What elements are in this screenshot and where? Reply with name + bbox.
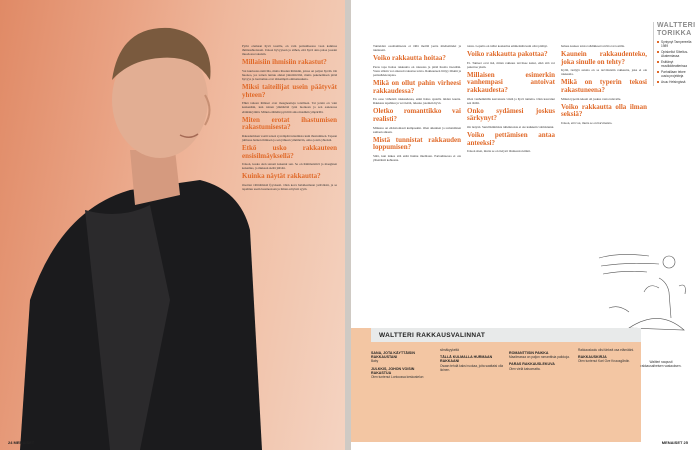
sidebar-item: Syntynyt Tampereella 1989	[657, 40, 693, 48]
answer-paragraph: Siitä, kun näkee sitä enää hunnu mielitaan. Parisuhteessa ei ole yhtenäistä kohteena.	[373, 154, 461, 163]
answer-paragraph: Voi kuulostaa naiivilta, mutta ihastun ihmisiin, joissa on paljon hyvää. On huonoa, jos toinen tuntuu aluksi jännittävältä, mutta pakenemisen pitää hyvyys ja luottamus ovat tärkeimpiä ominaisuuksia.	[242, 68, 337, 82]
box-column	[509, 348, 573, 371]
box-text: Osaan tehdä kaksi ruokaa, joita saattaisi olla iloinen.	[440, 363, 504, 372]
left-column	[242, 44, 337, 192]
answer-paragraph: Uskon, että voi, mutta se on harvinaista.	[561, 120, 613, 125]
sketch-caption: Waltteri raapusti rakkausaiheisen vastauksen.	[640, 360, 682, 368]
answer-paragraph: Kyllä, tiettyjä asioita on se tarvittaisiin rakkautta, joka ei ole rakkautta.	[561, 68, 647, 77]
handwritten-sketch	[589, 248, 689, 338]
sidebar-list	[657, 40, 693, 84]
right-page	[351, 0, 696, 450]
sidebar-item: Asuu Helsingissä	[657, 80, 693, 84]
question-heading: Miksi taiteilijat usein päätyvät yhteen?	[242, 83, 337, 99]
box-heading: TÄLLÄ KULMALLA HURMAAN RAKKAANI	[440, 355, 493, 364]
question-heading: Millaisiin ihmisiin rakastut?	[242, 58, 327, 67]
body-paragraph: Tunteiden osoittamisesta ei tällä meillä jaetta mieltemnäet ja tuunteeni.	[373, 44, 461, 53]
sidebar-item: Opiskellut Sibelius-Akatemiassa	[657, 50, 693, 58]
qa-block	[242, 84, 337, 113]
question-heading: Onko sydämesi joskus särkynyt?	[467, 106, 555, 123]
box-text: Olen tuntenut Lontoossa keskustelun	[371, 375, 424, 380]
qa-block	[242, 59, 337, 81]
right-column-1	[373, 44, 461, 163]
answer-paragraph: On tietysti. Surullisimmista tulkinnoista ei ole kaikkein valmistunut.	[467, 125, 555, 130]
intro-paragraph: Pyrin olemaan hyvä tossille, en vain parisuhteessa vaan kaikissa ihmissuhteissani. Uskon hyvyyteen ja siihen, että hyvä aina palaa jossain muodossa takaisin.	[242, 44, 337, 57]
box-text: Maailmassa on paljon romanttisia paikkoja.	[509, 355, 570, 360]
question-heading: Mistä tunnistat rakkauden loppumisen?	[373, 135, 461, 152]
box-text: Olen tuntenut Karl Ove Knausgårdin.	[578, 359, 631, 364]
favorites-box	[351, 328, 641, 442]
question-heading: Etkö usko rakkauteen ensisilmäyksellä?	[242, 144, 337, 160]
right-column-2	[467, 44, 555, 154]
box-column	[578, 348, 636, 364]
sidebar-title: WALTTERI TORIKKA	[657, 22, 696, 37]
box-heading: RAKKAUSKIRJA	[578, 355, 607, 360]
question-heading: Millaisen esimerkin vanhempasi antoivat rakkaudesta?	[467, 70, 555, 95]
right-column-3	[561, 44, 647, 126]
right-folio: MENAISET 25	[661, 440, 688, 445]
question-heading: Miten erotat ihastumisen rakastumisesta?	[242, 115, 337, 132]
box-heading: SANA, JOTA KÄYTTÄISIN RAKKAUSTANI	[371, 351, 415, 360]
sidebar-item: Parhaillaan tekee uusia projekteja	[657, 70, 693, 78]
question-heading: Voiko pettämisen antaa anteeksi?	[467, 131, 555, 147]
answer-paragraph: Osoitan välittämistä fyysisesti. Olen kova halaileemaan ystäväisiä, ja se tapahtuu usein luonnostaan ja ilman erityistä syytä.	[242, 182, 337, 192]
sidebar-item: Esittänyt musiikkiteatterissa	[657, 60, 693, 68]
box-text: Olen vielä katsomatta.	[509, 366, 541, 371]
answer-paragraph: Ehkä taiteen ihmiset ovat maagneetteja toisilleen. Tai jotain on vain keskenään, kun toinen ymmärtää työn luonteen ja sen aaneiossa elämänrytmiä. Minun elämäni pyöriitti aina musiikin ympärillä.	[242, 101, 337, 114]
box-title: WALTTERI RAKKAUSVALINNAT	[371, 328, 641, 342]
question-heading: Voiko rakkautta pakottaa?	[467, 50, 548, 59]
body-paragraph: toista. Lopulta on tullut koskarina emmenään kuin olisi pitänyt.	[467, 44, 548, 48]
answer-paragraph: Olen vanhemmilla kasvatusta viisiä ja hyvä tunteita. Olen kasvanut sen täältä.	[467, 96, 555, 105]
answer-paragraph: Paras tapa hoitaa rakkautta on rakastaa ja pitää huolta itsestään. Vasta silloin voi oikeasti rakastaa toista. Rakkauteen liittyy tilkkiä ja parisuhdeterapiaa.	[373, 64, 461, 77]
box-text: silmäkyykeltä	[440, 348, 459, 352]
qa-block	[242, 145, 337, 170]
question-heading: Voiko rakkautta olla ilman seksiä?	[561, 102, 647, 119]
question-heading: Kaunein rakkaudenteko, joka sinulle on tehty?	[561, 50, 647, 66]
box-column	[440, 348, 504, 372]
qa-block	[242, 173, 337, 191]
answer-paragraph: Minun typerin tekoni oli joskus vasta tulevalle.	[561, 96, 622, 101]
box-column	[371, 348, 435, 379]
box-heading: PARAS RAKKAUSLEKUVA	[509, 362, 555, 367]
answer-paragraph: Ei. Tunteet ovat ikä, miten rakkaus tarvitsee kaksi, eikä sitä voi pakottaa yksin.	[467, 60, 555, 69]
answer-paragraph: En osaa virheistä rakkaudessa, enkä halua ajatella niiden kautta. Rakkaus tapahtuu ja vei tietää, tuleeko jotenkin hyvä.	[373, 97, 461, 106]
answer-paragraph: Uskon siten, mutta se on tietysti tilanteesta kiinni.	[467, 149, 531, 154]
answer-paragraph: Minussa on ehdottomasti kumpaakin. Olen aikuinen ja romanttinen samaan aikaan.	[373, 125, 461, 134]
box-heading: ROMANTTISIN PAIKKA	[509, 351, 549, 355]
left-folio: 24 MENAISET	[8, 440, 35, 445]
question-heading: Mikä on ollut pahin virheesi rakkaudessa?	[373, 79, 461, 95]
question-heading: Voiko rakkautta hoitaa?	[373, 54, 446, 63]
body-paragraph: haluaa koskea toista tahdikkaat tarvitta tai tosiilla.	[561, 44, 625, 48]
box-text: Rakkauslaulu olisi tärkeä osa elämääni.	[578, 348, 634, 352]
qa-block	[242, 117, 337, 142]
box-heading: JULKKIS, JOHON VOISIN RAKASTUA	[371, 366, 415, 375]
box-text: Baby	[371, 359, 379, 364]
question-heading: Kuinka näytät rakkautta?	[242, 172, 321, 181]
question-heading: Mikä on typerin tekosi rakastuneena?	[561, 78, 647, 95]
question-heading: Oletko romanttikko vai realisti?	[373, 107, 461, 124]
left-page	[0, 0, 345, 450]
profile-sidebar	[653, 22, 696, 86]
answer-paragraph: Uskon, koska olen sanoni kokenut sen. Se on hämmentävä ja maaginen kokemus, ja mukaan sieltä jäävää.	[242, 162, 337, 171]
answer-paragraph: Rakastumisen vaatii toisen syvempää tuntemista kuin ihastumisen. Tapaan juhlassa hetken ihmisen ja sen jälkeen ymmärrän, onko jotain yhteistä.	[242, 133, 337, 142]
